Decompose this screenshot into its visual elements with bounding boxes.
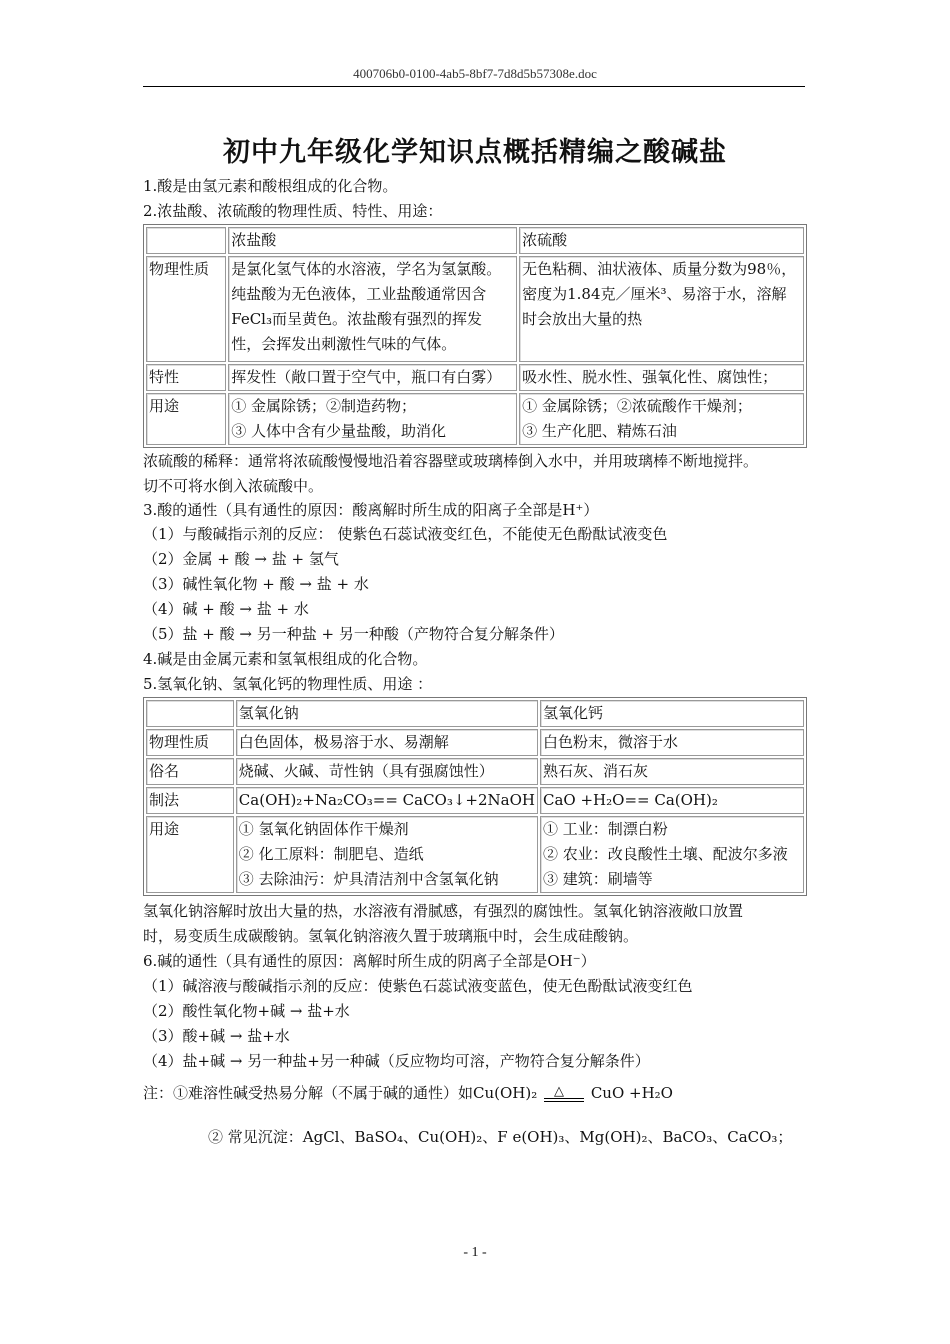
cell-line: 吸水性、脱水性、强氧化性、腐蚀性； bbox=[522, 368, 778, 386]
cell-line: 密度为1.84克／厘米³、易溶于水，溶解 bbox=[522, 285, 787, 303]
table-row bbox=[146, 256, 804, 362]
note-1-text: 注：①难溶性碱受热易分解（不属于碱的通性）如Cu(OH)₂ bbox=[143, 1084, 538, 1102]
base-properties-table bbox=[143, 697, 807, 896]
acid-property-item: （5）盐 + 酸 → 另一种盐 + 另一种酸（产物符合复分解条件） bbox=[143, 625, 564, 643]
table-row bbox=[146, 816, 804, 893]
section-4-text: 4.碱是由金属元素和氢氧根组成的化合物。 bbox=[143, 650, 428, 668]
cell-line: FeCl₃而呈黄色。浓盐酸有强烈的挥发 bbox=[231, 310, 482, 328]
heating-sign bbox=[542, 1081, 586, 1105]
row-label: 俗名 bbox=[146, 758, 234, 785]
cell-line: 无色粘稠、油状液体、质量分数为98％， bbox=[522, 260, 797, 278]
cell-line: ② 化工原料：制肥皂、造纸 bbox=[238, 845, 424, 863]
dilution-note-line2: 切不可将水倒入浓硫酸中。 bbox=[143, 477, 324, 495]
table-row bbox=[146, 787, 804, 814]
row-label: 制法 bbox=[146, 787, 234, 814]
acid-property-item: （3）碱性氧化物 + 酸 → 盐 + 水 bbox=[143, 575, 369, 593]
table-cell bbox=[228, 256, 517, 362]
section-6-heading: 6.碱的通性（具有通性的原因：离解时所生成的阴离子全部是OH⁻） bbox=[143, 952, 596, 970]
header-divider bbox=[143, 86, 805, 87]
equals-line-bottom bbox=[544, 1101, 584, 1102]
base-property-item: （3）酸+碱 → 盐+水 bbox=[143, 1027, 290, 1045]
acid-property-item: （4）碱 + 酸 → 盐 + 水 bbox=[143, 600, 309, 618]
heat-triangle-icon: △ bbox=[554, 1084, 565, 1099]
naoh-note-line1: 氢氧化钠溶解时放出大量的热，水溶液有滑腻感，有强烈的腐蚀性。氢氧化钠溶液敞口放置 bbox=[143, 902, 744, 920]
header-cell-empty bbox=[146, 700, 234, 727]
table-row bbox=[146, 364, 804, 391]
section-2-heading: 2.浓盐酸、浓硫酸的物理性质、特性、用途： bbox=[143, 202, 443, 220]
table-cell bbox=[519, 393, 804, 445]
cell-line: 纯盐酸为无色液体，工业盐酸通常因含 bbox=[231, 285, 487, 303]
base-property-item: （2）酸性氧化物+碱 → 盐+水 bbox=[143, 1002, 350, 1020]
cell-line: ③ 人体中含有少量盐酸，助消化 bbox=[231, 422, 447, 440]
cell-line: ② 农业：改良酸性土壤、配波尔多液 bbox=[543, 845, 788, 863]
table-cell bbox=[519, 364, 804, 391]
table-cell bbox=[228, 393, 517, 445]
table-row bbox=[146, 758, 804, 785]
header-cell: 氢氧化钙 bbox=[540, 700, 804, 727]
header-cell-empty bbox=[146, 227, 226, 254]
cell-line: ① 金属除锈；②制造药物； bbox=[231, 397, 417, 415]
cell-line: ① 氢氧化钠固体作干燥剂 bbox=[238, 820, 409, 838]
cell-line: Ca(OH)₂+Na₂CO₃== CaCO₃↓+2NaOH bbox=[238, 791, 535, 809]
row-label: 用途 bbox=[146, 393, 226, 445]
header-cell: 氢氧化钠 bbox=[236, 700, 538, 727]
row-label: 物理性质 bbox=[146, 256, 226, 362]
page-title: 初中九年级化学知识点概括精编之酸碱盐 bbox=[223, 137, 727, 168]
cell-line: ① 金属除锈；②浓硫酸作干燥剂； bbox=[522, 397, 752, 415]
dilution-note-line1: 浓硫酸的稀释：通常将浓硫酸慢慢地沿着容器壁或玻璃棒倒入水中，并用玻璃棒不断地搅拌。 bbox=[143, 452, 759, 470]
cell-line: ③ 建筑：刷墙等 bbox=[543, 870, 653, 888]
equals-line-top bbox=[544, 1098, 584, 1099]
note-2: ② 常见沉淀：AgCl、BaSO₄、Cu(OH)₂、F e(OH)₃、Mg(OH)₂、BaCO₃、CaCO₃； bbox=[208, 1128, 793, 1146]
table-cell bbox=[236, 758, 538, 785]
section-3-heading: 3.酸的通性（具有通性的原因：酸离解时所生成的阳离子全部是H⁺） bbox=[143, 501, 599, 519]
table-cell bbox=[236, 816, 538, 893]
table-cell bbox=[540, 758, 804, 785]
cell-line: 是氯化氢气体的水溶液，学名为氢氯酸。 bbox=[231, 260, 502, 278]
row-label: 用途 bbox=[146, 816, 234, 893]
section-5-heading: 5.氢氧化钠、氢氧化钙的物理性质、用途 ： bbox=[143, 675, 433, 693]
table-header-row bbox=[146, 700, 804, 727]
table-header-row bbox=[146, 227, 804, 254]
table-cell bbox=[540, 787, 804, 814]
table-cell bbox=[519, 256, 804, 362]
table-cell bbox=[228, 364, 517, 391]
naoh-note-line2: 时，易变质生成碳酸钠。氢氧化钠溶液久置于玻璃瓶中时，会生成硅酸钠。 bbox=[143, 927, 639, 945]
table-cell bbox=[540, 729, 804, 756]
cell-line: CaO +H₂O== Ca(OH)₂ bbox=[543, 791, 718, 809]
cell-line: ① 工业：制漂白粉 bbox=[543, 820, 668, 838]
section-1-text: 1.酸是由氢元素和酸根组成的化合物。 bbox=[143, 177, 398, 195]
cell-line: 挥发性（敞口置于空气中，瓶口有白雾） bbox=[231, 368, 502, 386]
cell-line: 烧碱、火碱、苛性钠（具有强腐蚀性） bbox=[238, 762, 494, 780]
note-1 bbox=[143, 1081, 673, 1105]
acid-property-item: （1）与酸碱指示剂的反应： 使紫色石蕊试液变红色，不能使无色酚酞试液变色 bbox=[143, 525, 668, 543]
base-property-item: （4）盐+碱 → 另一种盐+另一种碱（反应物均可溶，产物符合复分解条件） bbox=[143, 1052, 650, 1070]
cell-line: 性，会挥发出刺激性气味的气体。 bbox=[231, 335, 457, 353]
note-1-products: CuO +H₂O bbox=[590, 1084, 673, 1102]
table-cell bbox=[540, 816, 804, 893]
base-property-item: （1）碱溶液与酸碱指示剂的反应：使紫色石蕊试液变蓝色，使无色酚酞试液变红色 bbox=[143, 977, 693, 995]
cell-line: 熟石灰、消石灰 bbox=[543, 762, 649, 780]
cell-line: 白色粉末，微溶于水 bbox=[543, 733, 679, 751]
table-row bbox=[146, 393, 804, 445]
table-row bbox=[146, 729, 804, 756]
table-cell bbox=[236, 787, 538, 814]
cell-line: 时会放出大量的热 bbox=[522, 310, 643, 328]
cell-line: ③ 生产化肥、精炼石油 bbox=[522, 422, 677, 440]
doc-header-filename: 400706b0-0100-4ab5-8bf7-7d8d5b57308e.doc bbox=[353, 66, 597, 81]
page-number: - 1 - bbox=[463, 1245, 487, 1260]
cell-line: ③ 去除油污：炉具清洁剂中含氢氧化钠 bbox=[238, 870, 499, 888]
acid-properties-table bbox=[143, 224, 807, 448]
cell-line: 白色固体，极易溶于水、易潮解 bbox=[238, 733, 449, 751]
header-cell: 浓硫酸 bbox=[519, 227, 804, 254]
row-label: 特性 bbox=[146, 364, 226, 391]
row-label: 物理性质 bbox=[146, 729, 234, 756]
table-cell bbox=[236, 729, 538, 756]
acid-property-item: （2）金属 + 酸 → 盐 + 氢气 bbox=[143, 550, 339, 568]
header-cell: 浓盐酸 bbox=[228, 227, 517, 254]
